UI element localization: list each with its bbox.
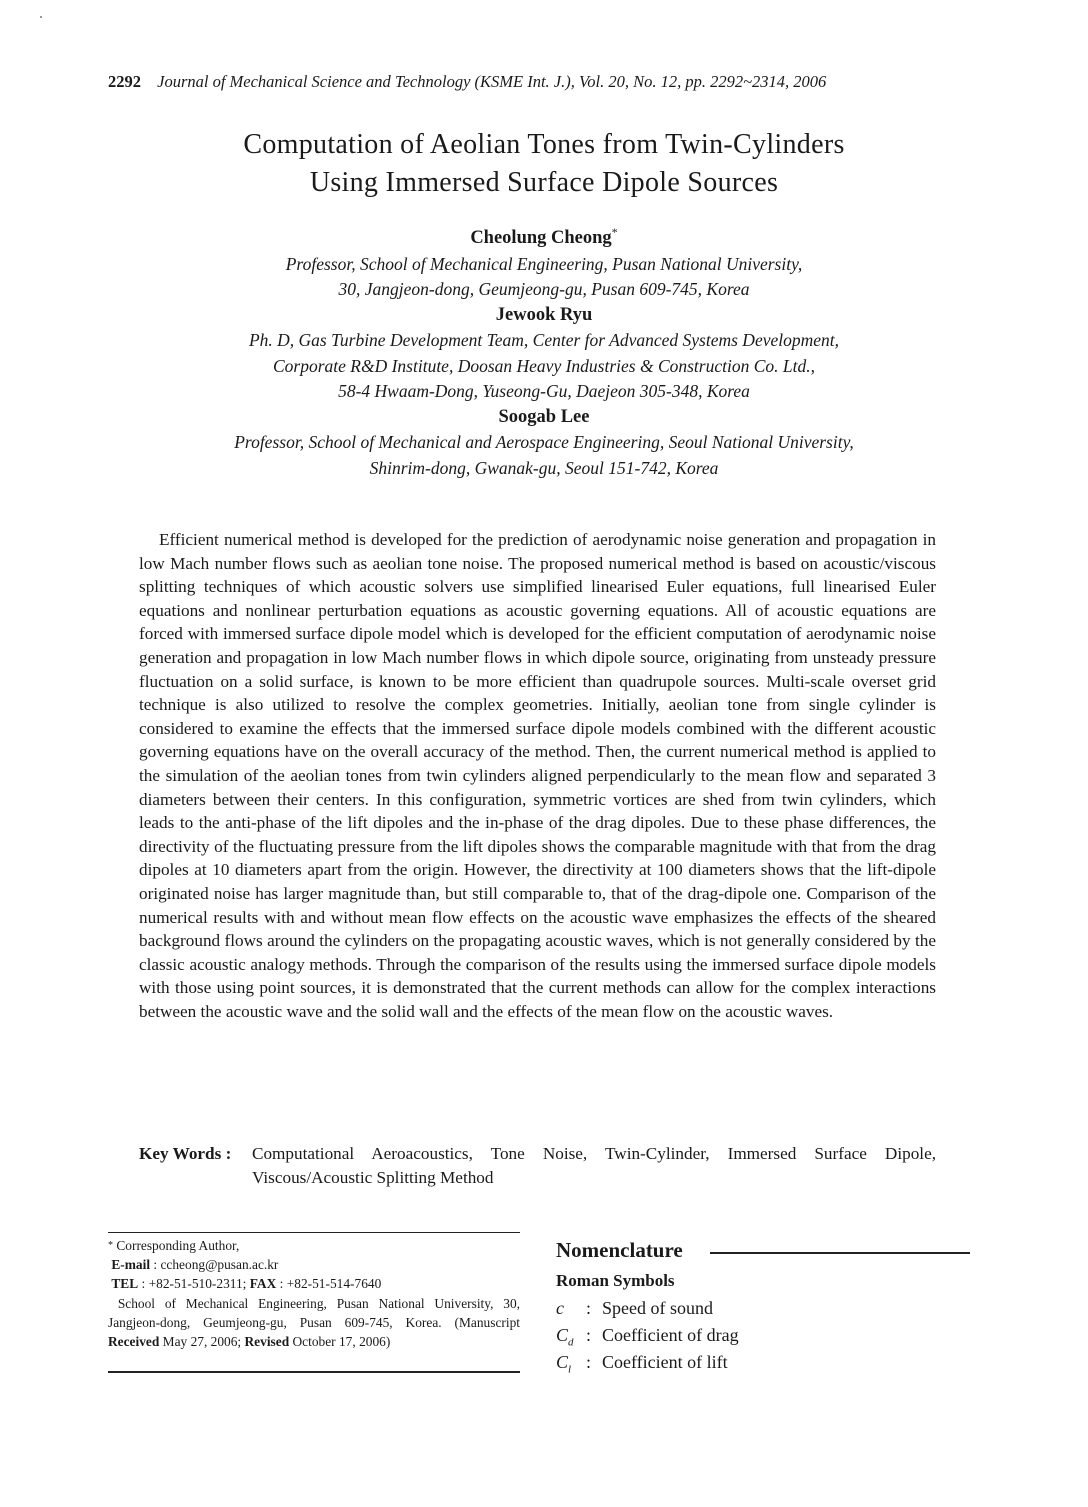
author-name: Cheolung Cheong* bbox=[470, 225, 618, 249]
footnote-rule bbox=[108, 1232, 520, 1233]
footnote-line: * Corresponding Author, bbox=[108, 1238, 240, 1253]
nomenclature-item: $C_d$ : Coefficient of drag bbox=[556, 1322, 956, 1349]
footnote-phone: TEL : +82-51-510-2311; FAX : +82-51-514-7640 bbox=[111, 1276, 382, 1292]
keywords-text: Computational Aeroacoustics, Tone Noise, Twin-Cylinder, Immersed Surface Dipole, Viscous/Acoustic Splitting Method bbox=[252, 1144, 936, 1187]
footnote-address: School of Mechanical Engineering, Pusan National University, 30, Jangjeon-dong, Geumjeong-gu, Pusan 609-745, Korea. (Manuscript Received May 27, 2006; Revised October 17, 2006) bbox=[108, 1295, 520, 1350]
scan-speck bbox=[40, 16, 42, 18]
page-number: 2292 bbox=[108, 72, 141, 91]
abstract: Efficient numerical method is developed for the prediction of aerodynamic noise generation and propagation in low Mach number flows such as aeolian tone noise. The proposed numerical method is based on acoustic/viscous splitting techniques of which acoustic solvers use simplified linearised Euler equations, full linearised Euler equations and nonlinear perturbation equations as acoustic governing equations. All of acoustic equations are forced with immersed surface dipole model which is developed for the efficient computation of aerodynamic noise generation and propagation in low Mach number flows in which dipole source, originating from unsteady pressure fluctuation on a solid surface, is known to be more efficient than quadrupole sources. Multi-scale overset grid technique is also utilized to resolve the complex geometries. Initially, aeolian tone from single cylinder is considered to examine the effects that the immersed surface dipole models combined with the different acoustic governing equations have on the overall accuracy of the method. Then, the current numerical method is applied to the simulation of the aeolian tones from twin cylinders aligned perpendicularly to the mean flow and separated 3 diameters between their centers. In this configuration, symmetric vortices are shed from twin cylinders, which leads to the anti-phase of the lift dipoles and the in-phase of the drag dipoles. Due to these phase differences, the directivity of the fluctuating pressure from the lift dipoles shows the comparable magnitude with that from the drag dipoles at 10 diameters apart from the origin. However, the directivity at 100 diameters shows that the lift-dipole originated noise has larger magnitude than, but still comparable to, that of the drag-dipole one. Comparison of the numerical results with and without mean flow effects on the acoustic wave emphasizes the effects of the sheared background flows around the cylinders on the propagating acoustic waves, which is not generally considered by the classic acoustic analogy methods. Through the comparison of the results using the immersed surface dipole models with those using point sources, it is demonstrated that the current methods can allow for the complex interactions between the acoustic wave and the solid wall and the effects of the mean flow on the acoustic waves. bbox=[139, 530, 936, 1021]
footnote-email: E-mail : ccheong@pusan.ac.kr bbox=[111, 1257, 279, 1273]
corresponding-author-footnote bbox=[108, 1236, 520, 1351]
symbol: c bbox=[556, 1298, 564, 1318]
author-affiliation-line: Shinrim-dong, Gwanak-gu, Seoul 151-742, Korea bbox=[369, 457, 719, 478]
author-affiliation-line: 58-4 Hwaam-Dong, Yuseong-Gu, Daejeon 305-348, Korea bbox=[338, 381, 750, 402]
symbol: $C_l$ bbox=[556, 1352, 572, 1376]
author-affiliation-line: Professor, School of Mechanical and Aerospace Engineering, Seoul National University, bbox=[234, 432, 854, 453]
symbol-description: Speed of sound bbox=[602, 1298, 713, 1318]
nomenclature-rule bbox=[710, 1252, 970, 1254]
author-affiliation-line: 30, Jangjeon-dong, Geumjeong-gu, Pusan 609-745, Korea bbox=[338, 279, 750, 300]
symbol-description: Coefficient of drag bbox=[602, 1325, 739, 1345]
author-name: Soogab Lee bbox=[498, 406, 590, 427]
author-block bbox=[0, 220, 1088, 481]
keywords bbox=[139, 1142, 936, 1189]
title-line-2: Using Immersed Surface Dipole Sources bbox=[309, 167, 779, 198]
running-header bbox=[108, 72, 978, 92]
title-line-1: Computation of Aeolian Tones from Twin-Cylinders bbox=[243, 129, 845, 160]
journal-citation: Journal of Mechanical Science and Technology (KSME Int. J.), Vol. 20, No. 12, pp. 2292~2314, 2006 bbox=[157, 72, 827, 91]
roman-symbols-heading: Roman Symbols bbox=[556, 1271, 675, 1290]
symbol-description: Coefficient of lift bbox=[602, 1352, 728, 1372]
nomenclature-list bbox=[556, 1295, 956, 1376]
nomenclature-item: c : Speed of sound bbox=[556, 1295, 956, 1322]
footnote-bottom-rule bbox=[108, 1371, 520, 1373]
author-affiliation-line: Professor, School of Mechanical Engineering, Pusan National University, bbox=[285, 253, 803, 274]
keywords-label: Key Words : bbox=[139, 1144, 232, 1163]
author-affiliation-line: Corporate R&D Institute, Doosan Heavy Industries & Construction Co. Ltd., bbox=[272, 355, 815, 376]
author-name: Jewook Ryu bbox=[495, 304, 593, 325]
symbol: $C_d$ bbox=[556, 1325, 574, 1349]
nomenclature-item: $C_l$ : Coefficient of lift bbox=[556, 1349, 956, 1376]
paper-title bbox=[0, 126, 1088, 202]
nomenclature-heading: Nomenclature bbox=[556, 1238, 683, 1262]
author-affiliation-line: Ph. D, Gas Turbine Development Team, Center for Advanced Systems Development, bbox=[248, 330, 840, 351]
